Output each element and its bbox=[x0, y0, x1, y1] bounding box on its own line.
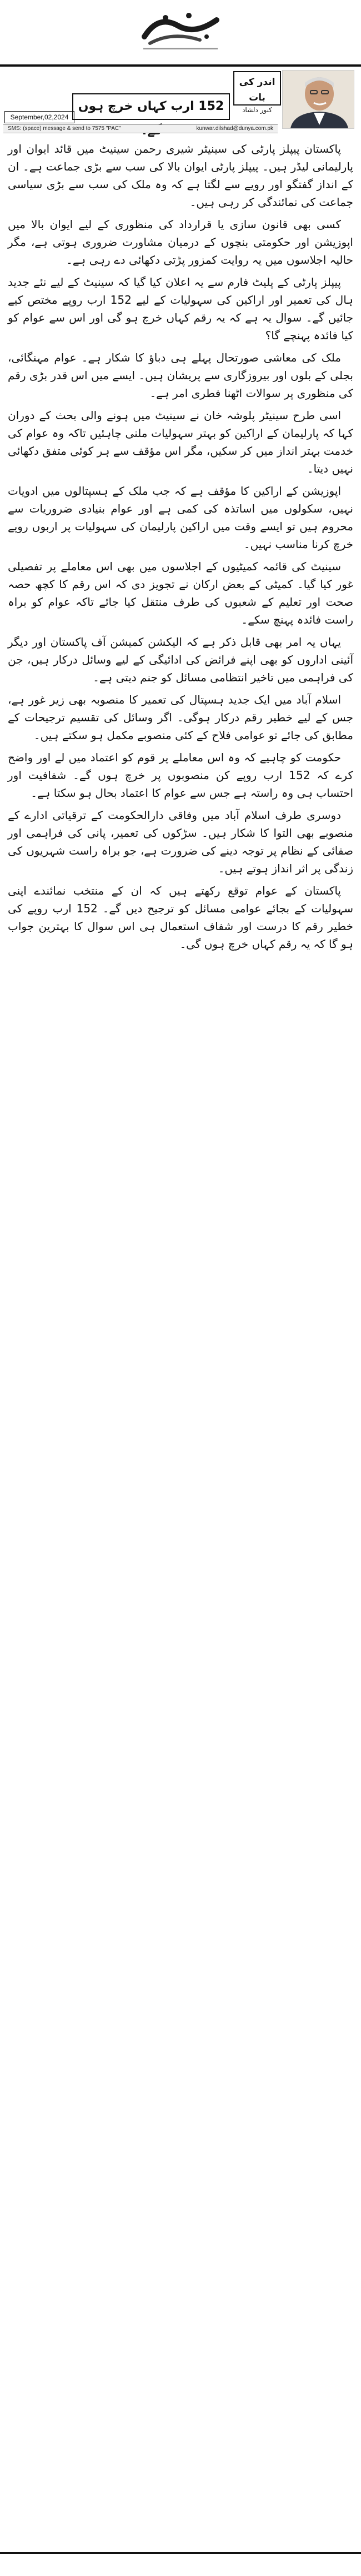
headline-box bbox=[72, 93, 230, 120]
newspaper-logo bbox=[133, 3, 228, 57]
contact-bar bbox=[3, 124, 278, 133]
article-paragraph: کسی بھی قانون سازی یا قرارداد کی منظوری کے لیے ایوان بالا میں اپوزیشن اور حکومتی بنچوں کے درمیان مشاورت ضروری ہوتی ہے، مگر حالیہ اجلاسوں میں یہ روایت کمزور پڑتی دکھائی دے رہی ہے۔ bbox=[8, 218, 353, 267]
article-paragraph: پیپلز پارٹی کے پلیٹ فارم سے یہ اعلان کیا گیا کہ سینیٹ کے لیے نئے جدید ہال کی تعمیر اور اراکین کی سہولیات کے لیے 152 ارب روپے مختص کیے جائیں گے۔ سوال یہ ہے کہ یہ رقم کہاں خرچ ہو گی اور اس سے عوام کو کیا فائدہ پہنچے گا؟ bbox=[8, 275, 354, 342]
masthead bbox=[0, 0, 361, 61]
article-paragraph: اسلام آباد میں ایک جدید ہسپتال کی تعمیر کا منصوبہ بھی زیر غور ہے، جس کے لیے خطیر رقم درکار ہوگی۔ اگر وسائل کی تقسیم ترجیحات کے مطابق کی جائے تو عوامی فلاح کے کئی منصوبے مکمل ہو سکتے ہیں۔ bbox=[8, 693, 353, 742]
article-body bbox=[8, 140, 353, 957]
sms-instructions: SMS: (space) message & send to 7575 "PAC" bbox=[8, 125, 121, 132]
column-brand-box bbox=[233, 71, 281, 114]
column-header bbox=[0, 64, 361, 133]
article-paragraph: اسی طرح سینیٹر پلوشہ خان نے سینیٹ میں ہونے والی بحث کے دوران کہا کہ پارلیمان کے اراکین کو بہتر سہولیات ملنی چاہئیں تاکہ وہ عوام کی خدمت بہتر انداز میں کر سکیں، مگر اس مؤقف سے ہر کوئی متفق دکھائی نہیں دیتا۔ bbox=[7, 409, 353, 475]
column-brand: اندر کی بات bbox=[239, 77, 275, 103]
article-paragraph: حکومت کو چاہیے کہ وہ اس معاملے پر قوم کو اعتماد میں لے اور واضح کرے کہ 152 ارب روپے کن منصوبوں پر خرچ ہوں گے۔ شفافیت اور احتساب ہی وہ راستہ ہے جس سے عوام کا اعتماد بحال ہو سکتا ہے۔ bbox=[8, 751, 353, 800]
bottom-rule bbox=[0, 2552, 361, 2554]
headline: 152 ارب کہاں خرچ ہوں bbox=[78, 99, 224, 113]
author-photo bbox=[282, 70, 354, 129]
publish-date: September,02,2024 bbox=[4, 111, 74, 123]
article-paragraph: دوسری طرف اسلام آباد میں وفاقی دارالحکومت کے ترقیاتی ادارے کے منصوبے بھی التوا کا شکار ہیں۔ سڑکوں کی تعمیر، پانی کی فراہمی اور صفائی کے نظام پر توجہ دینے کی ضرورت ہے، جو براہ راست شہریوں کی زندگی پر اثر انداز ہوتے ہیں۔ bbox=[8, 809, 353, 875]
article-paragraph: پاکستان کے عوام توقع رکھتے ہیں کہ ان کے منتخب نمائندے اپنی سہولیات کے بجائے عوامی مسائل کو ترجیح دیں گے۔ 152 ارب روپے کی خطیر رقم کا درست اور شفاف استعمال ہی اس سوال کا بہترین جواب ہو گا کہ یہ رقم کہاں خرچ ہوں گی۔ bbox=[8, 884, 353, 951]
article-paragraph: پاکستان پیپلز پارٹی کی سینیٹر شیری رحمن سینیٹ میں قائد ایوان اور پارلیمانی لیڈر ہیں۔ پیپلز پارٹی ایوان بالا کی سب سے بڑی جماعت ہے۔ ان کے انداز گفتگو اور رویے سے لگتا ہے کہ وہ ملک کی سب سے بڑی سیاسی جماعت کی نمائندگی کر رہی ہیں۔ bbox=[8, 142, 353, 209]
article-paragraph: ملک کی معاشی صورتحال پہلے ہی دباؤ کا شکار ہے۔ عوام مہنگائی، بجلی کے بلوں اور بیروزگاری سے پریشان ہیں۔ ایسے میں اس قدر بڑی رقم کی منظوری پر سوالات اٹھنا فطری امر ہے۔ bbox=[8, 351, 353, 400]
header-rule bbox=[0, 64, 361, 67]
article-paragraph: سینیٹ کی قائمہ کمیٹیوں کے اجلاسوں میں بھی اس معاملے پر تفصیلی غور کیا گیا۔ کمیٹی کے بعض ارکان نے تجویز دی کہ اس رقم کا کچھ حصہ صحت اور تعلیم کے شعبوں کی طرف منتقل کیا جائے تاکہ عوام کو براہ راست فائدہ پہنچ سکے۔ bbox=[8, 560, 353, 626]
author-name: کنور دلشاد bbox=[242, 106, 272, 114]
article-paragraph: یہاں یہ امر بھی قابل ذکر ہے کہ الیکشن کمیشن آف پاکستان اور دیگر آئینی اداروں کو بھی اپنے فرائض کی ادائیگی کے لیے وسائل درکار ہیں، جن کی فراہمی میں تاخیر انتظامی مسائل کو جنم دیتی ہے۔ bbox=[8, 635, 353, 684]
author-email: kunwar.dilshad@dunya.com.pk bbox=[196, 125, 273, 132]
article-paragraph: اپوزیشن کے اراکین کا مؤقف ہے کہ جب ملک کے ہسپتالوں میں ادویات نہیں، سکولوں میں اساتذہ کی کمی ہے اور عوام بنیادی ضروریات سے محروم ہیں تو ایسے وقت میں اراکین پارلیمان کی سہولیات پر اربوں روپے خرچ کرنا مناسب نہیں۔ bbox=[8, 484, 353, 551]
